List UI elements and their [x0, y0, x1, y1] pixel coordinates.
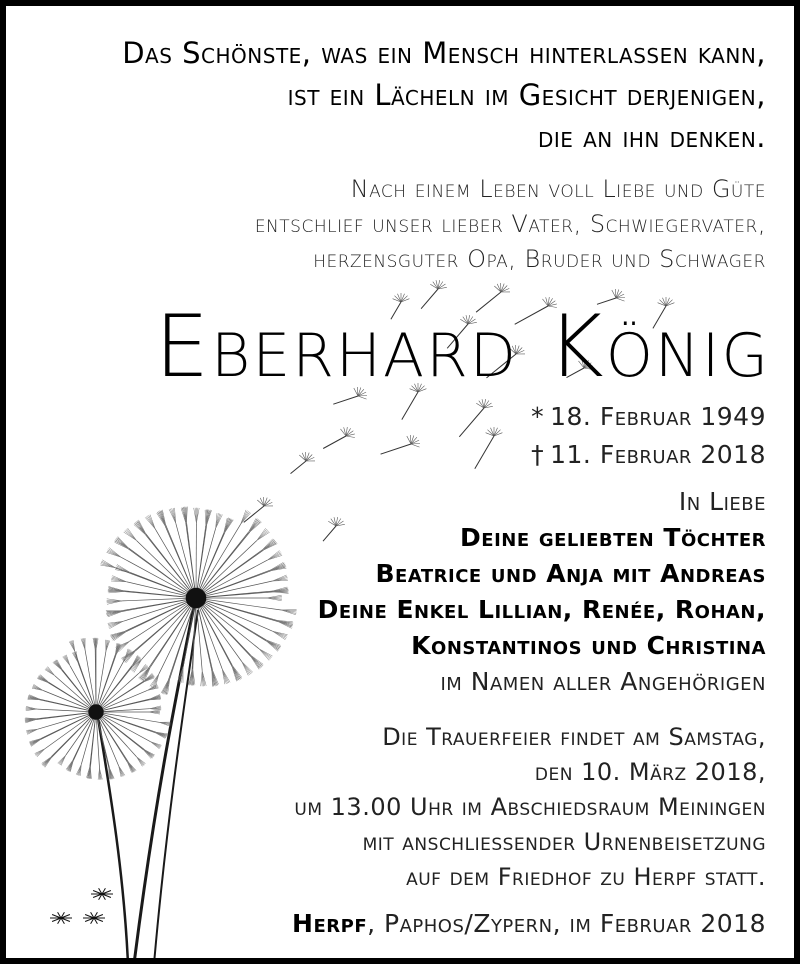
mourners	[318, 484, 766, 700]
mourners-line: Konstantinos und Christina	[411, 631, 766, 660]
quote-line: ist ein Lächeln im Gesicht derjenigen,	[287, 78, 766, 112]
service-line: den 10. März 2018,	[534, 758, 766, 786]
mourners-line: Deine geliebten Töchter	[460, 523, 766, 552]
place-town: Herpf	[292, 909, 368, 938]
intro-line: entschlief unser lieber Vater, Schwiegervater,	[254, 210, 766, 238]
place-rest: , Paphos/Zypern, im Februar 2018	[367, 909, 766, 938]
service-line: um 13.00 Uhr im Abschiedsraum Meiningen	[294, 793, 766, 821]
quote-line: die an ihn denken.	[537, 120, 766, 154]
death-date: 11. Februar 2018	[550, 440, 766, 469]
deceased-name: Eberhard König	[154, 297, 770, 397]
intro-line: herzensguter Opa, Bruder und Schwager	[313, 245, 766, 273]
birth-date-line	[531, 398, 766, 436]
mourners-intro: In Liebe	[678, 487, 766, 516]
intro-text	[255, 172, 766, 277]
mourners-outro: im Namen aller Angehörigen	[440, 667, 766, 696]
death-symbol: †	[531, 440, 545, 469]
service-line: auf dem Friedhof zu Herpf statt.	[406, 863, 766, 891]
service-line: Die Trauerfeier findet am Samstag,	[382, 723, 766, 751]
mourners-line: Beatrice und Anja mit Andreas	[375, 559, 766, 588]
funeral-service-info	[294, 720, 766, 895]
birth-date: 18. Februar 1949	[550, 402, 766, 431]
place-and-date	[292, 906, 766, 942]
mourners-line: Deine Enkel Lillian, Renée, Rohan,	[317, 595, 766, 624]
death-date-line	[531, 436, 766, 474]
birth-symbol: *	[531, 402, 545, 431]
life-dates	[531, 398, 766, 474]
epigraph-quote	[122, 32, 766, 158]
quote-line: Das Schönste, was ein Mensch hinterlassen kann,	[122, 36, 766, 70]
intro-line: Nach einem Leben voll Liebe und Güte	[350, 175, 766, 203]
service-line: mit anschliessender Urnenbeisetzung	[362, 828, 766, 856]
dandelion-flowers	[25, 507, 297, 964]
